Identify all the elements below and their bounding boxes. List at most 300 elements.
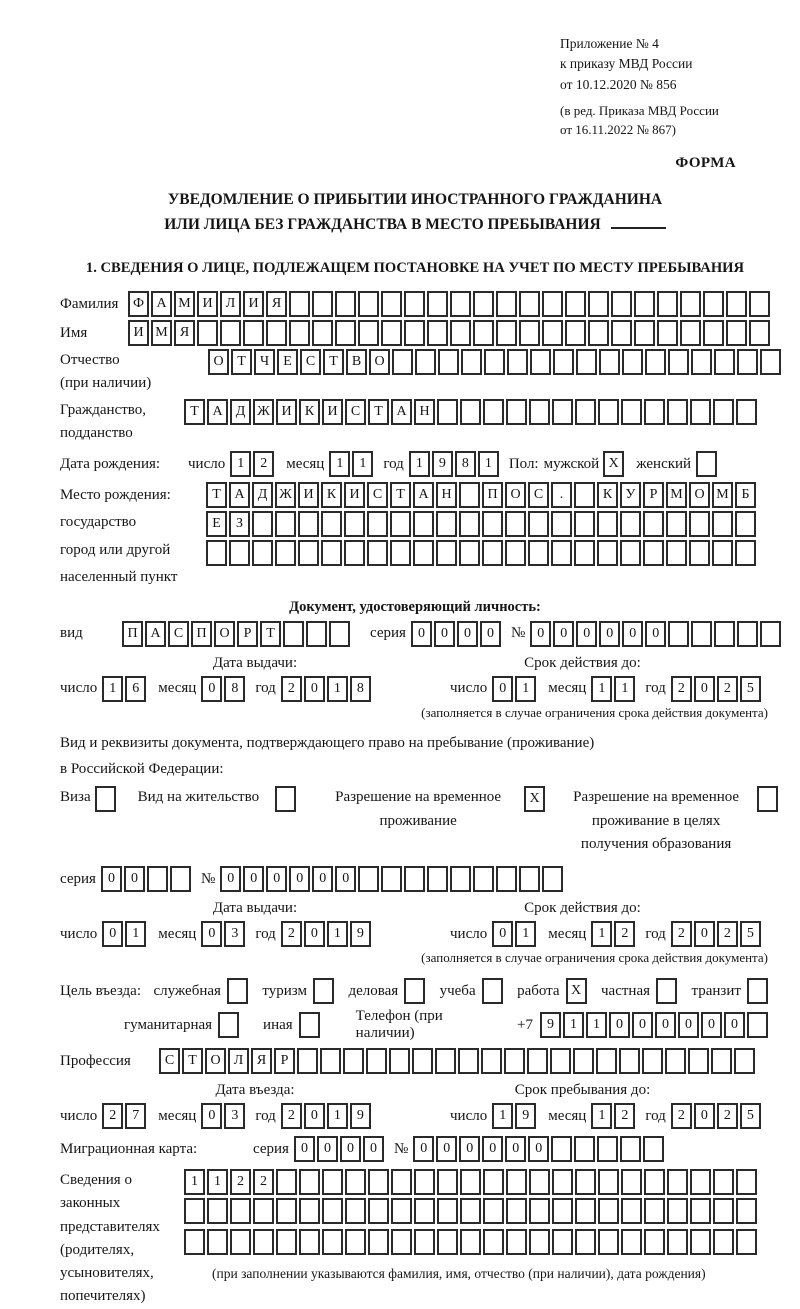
char-box[interactable]: М — [174, 291, 195, 317]
purpose-private-checkbox[interactable] — [656, 978, 679, 1004]
purpose-official-checkbox[interactable] — [227, 978, 250, 1004]
char-box[interactable] — [297, 1048, 318, 1074]
char-box[interactable] — [381, 866, 402, 892]
char-box[interactable] — [573, 1048, 594, 1074]
char-box[interactable] — [504, 1048, 525, 1074]
char-box[interactable]: 0 — [599, 621, 620, 647]
char-box[interactable]: X — [566, 978, 587, 1004]
char-box[interactable] — [276, 1229, 297, 1255]
char-box[interactable] — [599, 349, 620, 375]
char-box[interactable] — [358, 866, 379, 892]
residence-issue-year-input[interactable] — [281, 921, 373, 947]
char-box[interactable] — [588, 291, 609, 317]
char-box[interactable]: 0 — [553, 621, 574, 647]
char-box[interactable]: 0 — [655, 1012, 676, 1038]
identity-issue-day-input[interactable] — [102, 676, 148, 702]
char-box[interactable]: 1 — [184, 1169, 205, 1195]
char-box[interactable]: 9 — [350, 921, 371, 947]
char-box[interactable]: Т — [390, 482, 411, 508]
representatives-row1-input[interactable] — [184, 1169, 759, 1195]
char-box[interactable] — [368, 1198, 389, 1224]
char-box[interactable]: И — [322, 399, 343, 425]
char-box[interactable] — [575, 399, 596, 425]
char-box[interactable] — [726, 320, 747, 346]
char-box[interactable]: 0 — [622, 621, 643, 647]
char-box[interactable] — [736, 1169, 757, 1195]
char-box[interactable]: 1 — [327, 1103, 348, 1129]
char-box[interactable]: 1 — [409, 451, 430, 477]
char-box[interactable] — [598, 399, 619, 425]
char-box[interactable] — [575, 1198, 596, 1224]
char-box[interactable] — [757, 786, 778, 812]
char-box[interactable] — [760, 349, 781, 375]
char-box[interactable]: Я — [251, 1048, 272, 1074]
char-box[interactable] — [749, 291, 770, 317]
char-box[interactable]: 0 — [124, 866, 145, 892]
char-box[interactable] — [227, 978, 248, 1004]
purpose-business-checkbox[interactable] — [404, 978, 427, 1004]
char-box[interactable] — [611, 320, 632, 346]
char-box[interactable] — [415, 349, 436, 375]
char-box[interactable] — [450, 320, 471, 346]
char-box[interactable]: 9 — [515, 1103, 536, 1129]
purpose-tourism-checkbox[interactable] — [313, 978, 336, 1004]
char-box[interactable] — [306, 621, 327, 647]
char-box[interactable]: Т — [260, 621, 281, 647]
char-box[interactable] — [551, 1136, 572, 1162]
char-box[interactable]: М — [666, 482, 687, 508]
char-box[interactable]: Р — [643, 482, 664, 508]
char-box[interactable] — [668, 621, 689, 647]
char-box[interactable]: 0 — [724, 1012, 745, 1038]
char-box[interactable] — [643, 540, 664, 566]
char-box[interactable] — [711, 1048, 732, 1074]
char-box[interactable]: Л — [228, 1048, 249, 1074]
residence-number-input[interactable] — [220, 866, 565, 892]
char-box[interactable] — [634, 291, 655, 317]
char-box[interactable] — [312, 320, 333, 346]
char-box[interactable] — [667, 1169, 688, 1195]
char-box[interactable]: 0 — [528, 1136, 549, 1162]
char-box[interactable]: Д — [230, 399, 251, 425]
char-box[interactable] — [321, 540, 342, 566]
char-box[interactable]: 7 — [125, 1103, 146, 1129]
char-box[interactable]: 0 — [645, 621, 666, 647]
char-box[interactable]: 0 — [201, 676, 222, 702]
birth-place-row1-input[interactable] — [206, 482, 758, 508]
char-box[interactable] — [368, 1169, 389, 1195]
char-box[interactable] — [483, 1169, 504, 1195]
char-box[interactable] — [505, 511, 526, 537]
char-box[interactable] — [713, 1198, 734, 1224]
char-box[interactable]: 1 — [125, 921, 146, 947]
char-box[interactable] — [598, 1229, 619, 1255]
char-box[interactable] — [665, 1048, 686, 1074]
char-box[interactable] — [414, 1169, 435, 1195]
char-box[interactable] — [574, 482, 595, 508]
char-box[interactable] — [542, 866, 563, 892]
char-box[interactable] — [392, 349, 413, 375]
surname-input[interactable] — [128, 291, 772, 317]
char-box[interactable]: 9 — [540, 1012, 561, 1038]
char-box[interactable] — [667, 399, 688, 425]
char-box[interactable]: 2 — [614, 1103, 635, 1129]
char-box[interactable] — [552, 1198, 573, 1224]
char-box[interactable]: Е — [206, 511, 227, 537]
char-box[interactable] — [483, 1229, 504, 1255]
char-box[interactable]: 1 — [329, 451, 350, 477]
char-box[interactable]: 1 — [327, 921, 348, 947]
char-box[interactable] — [413, 540, 434, 566]
char-box[interactable] — [550, 1048, 571, 1074]
char-box[interactable]: 1 — [102, 676, 123, 702]
char-box[interactable] — [299, 1229, 320, 1255]
char-box[interactable]: У — [620, 482, 641, 508]
char-box[interactable]: О — [689, 482, 710, 508]
char-box[interactable] — [496, 866, 517, 892]
char-box[interactable] — [644, 1198, 665, 1224]
char-box[interactable]: П — [191, 621, 212, 647]
char-box[interactable]: И — [276, 399, 297, 425]
char-box[interactable] — [404, 291, 425, 317]
char-box[interactable] — [197, 320, 218, 346]
char-box[interactable] — [460, 1229, 481, 1255]
char-box[interactable] — [252, 540, 273, 566]
char-box[interactable]: 2 — [281, 1103, 302, 1129]
birth-year-input[interactable] — [409, 451, 501, 477]
char-box[interactable]: Ж — [275, 482, 296, 508]
char-box[interactable]: 2 — [102, 1103, 123, 1129]
char-box[interactable] — [437, 1229, 458, 1255]
char-box[interactable]: 1 — [230, 451, 251, 477]
char-box[interactable]: И — [344, 482, 365, 508]
char-box[interactable] — [275, 540, 296, 566]
char-box[interactable] — [450, 291, 471, 317]
char-box[interactable]: 1 — [515, 676, 536, 702]
char-box[interactable]: 3 — [224, 1103, 245, 1129]
char-box[interactable] — [275, 786, 296, 812]
char-box[interactable] — [690, 1229, 711, 1255]
char-box[interactable] — [404, 320, 425, 346]
char-box[interactable] — [735, 540, 756, 566]
char-box[interactable] — [482, 511, 503, 537]
char-box[interactable]: 0 — [312, 866, 333, 892]
char-box[interactable] — [703, 320, 724, 346]
char-box[interactable] — [389, 1048, 410, 1074]
char-box[interactable]: Ж — [253, 399, 274, 425]
char-box[interactable] — [519, 291, 540, 317]
char-box[interactable]: 2 — [230, 1169, 251, 1195]
char-box[interactable]: 0 — [317, 1136, 338, 1162]
char-box[interactable] — [299, 1012, 320, 1038]
char-box[interactable] — [528, 540, 549, 566]
char-box[interactable] — [381, 291, 402, 317]
char-box[interactable] — [345, 1198, 366, 1224]
purpose-humanitarian-checkbox[interactable] — [218, 1012, 241, 1038]
char-box[interactable] — [366, 1048, 387, 1074]
char-box[interactable]: 5 — [740, 921, 761, 947]
char-box[interactable] — [552, 1169, 573, 1195]
temp-residence-education-checkbox[interactable] — [757, 786, 780, 812]
residence-validity-month-input[interactable] — [591, 921, 637, 947]
char-box[interactable]: 0 — [304, 921, 325, 947]
char-box[interactable]: И — [128, 320, 149, 346]
char-box[interactable]: 0 — [694, 921, 715, 947]
char-box[interactable]: Ф — [128, 291, 149, 317]
char-box[interactable]: 2 — [614, 921, 635, 947]
char-box[interactable] — [413, 511, 434, 537]
char-box[interactable] — [690, 1198, 711, 1224]
char-box[interactable] — [320, 1048, 341, 1074]
char-box[interactable]: 0 — [340, 1136, 361, 1162]
char-box[interactable] — [690, 1169, 711, 1195]
char-box[interactable] — [657, 320, 678, 346]
char-box[interactable]: К — [299, 399, 320, 425]
birth-place-row3-input[interactable] — [206, 540, 758, 566]
char-box[interactable]: 1 — [586, 1012, 607, 1038]
char-box[interactable]: 0 — [678, 1012, 699, 1038]
char-box[interactable]: 0 — [363, 1136, 384, 1162]
char-box[interactable]: 0 — [694, 676, 715, 702]
char-box[interactable] — [714, 621, 735, 647]
char-box[interactable] — [696, 451, 717, 477]
char-box[interactable] — [427, 291, 448, 317]
char-box[interactable]: 5 — [740, 1103, 761, 1129]
char-box[interactable] — [622, 349, 643, 375]
char-box[interactable] — [358, 320, 379, 346]
char-box[interactable] — [335, 320, 356, 346]
char-box[interactable]: Ч — [254, 349, 275, 375]
char-box[interactable]: 0 — [413, 1136, 434, 1162]
representatives-row2-input[interactable] — [184, 1198, 759, 1224]
char-box[interactable] — [414, 1229, 435, 1255]
char-box[interactable] — [667, 1198, 688, 1224]
char-box[interactable]: М — [151, 320, 172, 346]
char-box[interactable] — [666, 540, 687, 566]
char-box[interactable]: С — [345, 399, 366, 425]
char-box[interactable] — [243, 320, 264, 346]
char-box[interactable]: З — [229, 511, 250, 537]
char-box[interactable]: 5 — [740, 676, 761, 702]
char-box[interactable] — [644, 1229, 665, 1255]
char-box[interactable] — [712, 540, 733, 566]
char-box[interactable] — [713, 1169, 734, 1195]
char-box[interactable]: 0 — [492, 676, 513, 702]
char-box[interactable] — [312, 291, 333, 317]
char-box[interactable] — [575, 1169, 596, 1195]
char-box[interactable] — [656, 978, 677, 1004]
char-box[interactable]: 0 — [220, 866, 241, 892]
char-box[interactable] — [713, 399, 734, 425]
char-box[interactable] — [147, 866, 168, 892]
char-box[interactable] — [404, 978, 425, 1004]
char-box[interactable]: Я — [266, 291, 287, 317]
char-box[interactable]: X — [603, 451, 624, 477]
stay-year-input[interactable] — [671, 1103, 763, 1129]
given-name-input[interactable] — [128, 320, 772, 346]
char-box[interactable] — [390, 540, 411, 566]
char-box[interactable]: 1 — [591, 921, 612, 947]
char-box[interactable]: Е — [277, 349, 298, 375]
char-box[interactable] — [542, 320, 563, 346]
char-box[interactable]: 0 — [294, 1136, 315, 1162]
char-box[interactable]: А — [391, 399, 412, 425]
purpose-study-checkbox[interactable] — [482, 978, 505, 1004]
patronymic-input[interactable] — [208, 349, 783, 375]
char-box[interactable] — [736, 1229, 757, 1255]
char-box[interactable] — [253, 1198, 274, 1224]
char-box[interactable] — [529, 1229, 550, 1255]
char-box[interactable] — [691, 349, 712, 375]
char-box[interactable] — [713, 1229, 734, 1255]
char-box[interactable] — [207, 1229, 228, 1255]
char-box[interactable] — [519, 866, 540, 892]
char-box[interactable] — [437, 1169, 458, 1195]
char-box[interactable] — [184, 1198, 205, 1224]
char-box[interactable] — [680, 291, 701, 317]
char-box[interactable] — [689, 540, 710, 566]
birth-month-input[interactable] — [329, 451, 375, 477]
char-box[interactable] — [621, 1169, 642, 1195]
char-box[interactable] — [657, 291, 678, 317]
char-box[interactable] — [749, 320, 770, 346]
char-box[interactable] — [634, 320, 655, 346]
char-box[interactable]: 1 — [591, 676, 612, 702]
char-box[interactable] — [253, 1229, 274, 1255]
entry-day-input[interactable] — [102, 1103, 148, 1129]
char-box[interactable]: 0 — [576, 621, 597, 647]
char-box[interactable] — [597, 540, 618, 566]
char-box[interactable] — [551, 511, 572, 537]
char-box[interactable] — [506, 399, 527, 425]
char-box[interactable] — [461, 349, 482, 375]
char-box[interactable] — [688, 1048, 709, 1074]
char-box[interactable]: Т — [231, 349, 252, 375]
char-box[interactable] — [322, 1198, 343, 1224]
char-box[interactable] — [620, 540, 641, 566]
char-box[interactable] — [313, 978, 334, 1004]
char-box[interactable] — [276, 1198, 297, 1224]
char-box[interactable]: 0 — [530, 621, 551, 647]
char-box[interactable] — [496, 320, 517, 346]
char-box[interactable]: 9 — [350, 1103, 371, 1129]
identity-validity-month-input[interactable] — [591, 676, 637, 702]
char-box[interactable] — [621, 1229, 642, 1255]
char-box[interactable] — [690, 399, 711, 425]
temp-residence-checkbox[interactable] — [524, 786, 547, 812]
char-box[interactable] — [588, 320, 609, 346]
char-box[interactable] — [481, 1048, 502, 1074]
char-box[interactable]: О — [505, 482, 526, 508]
char-box[interactable] — [335, 291, 356, 317]
char-box[interactable] — [553, 349, 574, 375]
char-box[interactable] — [597, 1136, 618, 1162]
char-box[interactable]: И — [243, 291, 264, 317]
char-box[interactable] — [598, 1169, 619, 1195]
char-box[interactable] — [714, 349, 735, 375]
char-box[interactable]: 1 — [478, 451, 499, 477]
char-box[interactable]: 2 — [671, 676, 692, 702]
char-box[interactable]: О — [214, 621, 235, 647]
char-box[interactable]: 0 — [101, 866, 122, 892]
char-box[interactable]: 0 — [632, 1012, 653, 1038]
char-box[interactable] — [734, 1048, 755, 1074]
profession-input[interactable] — [159, 1048, 757, 1074]
char-box[interactable] — [390, 511, 411, 537]
char-box[interactable] — [368, 1229, 389, 1255]
char-box[interactable] — [667, 1229, 688, 1255]
char-box[interactable]: 0 — [411, 621, 432, 647]
char-box[interactable]: 0 — [482, 1136, 503, 1162]
char-box[interactable] — [644, 1169, 665, 1195]
char-box[interactable]: 3 — [224, 921, 245, 947]
char-box[interactable]: 1 — [327, 676, 348, 702]
char-box[interactable] — [220, 320, 241, 346]
char-box[interactable] — [506, 1169, 527, 1195]
char-box[interactable] — [666, 511, 687, 537]
char-box[interactable]: 8 — [350, 676, 371, 702]
char-box[interactable]: 2 — [253, 451, 274, 477]
char-box[interactable] — [574, 511, 595, 537]
char-box[interactable] — [289, 291, 310, 317]
char-box[interactable] — [597, 511, 618, 537]
char-box[interactable] — [506, 1229, 527, 1255]
char-box[interactable]: А — [151, 291, 172, 317]
char-box[interactable] — [344, 511, 365, 537]
char-box[interactable] — [391, 1169, 412, 1195]
char-box[interactable] — [252, 511, 273, 537]
char-box[interactable]: 1 — [492, 1103, 513, 1129]
identity-validity-year-input[interactable] — [671, 676, 763, 702]
char-box[interactable]: И — [197, 291, 218, 317]
doc-series-input[interactable] — [411, 621, 503, 647]
char-box[interactable] — [703, 291, 724, 317]
identity-issue-year-input[interactable] — [281, 676, 373, 702]
char-box[interactable] — [712, 511, 733, 537]
char-box[interactable] — [95, 786, 116, 812]
char-box[interactable]: 2 — [281, 921, 302, 947]
char-box[interactable] — [450, 866, 471, 892]
citizenship-input[interactable] — [184, 399, 759, 425]
char-box[interactable]: 9 — [432, 451, 453, 477]
char-box[interactable]: А — [145, 621, 166, 647]
char-box[interactable] — [565, 291, 586, 317]
char-box[interactable] — [619, 1048, 640, 1074]
char-box[interactable] — [427, 866, 448, 892]
char-box[interactable] — [437, 399, 458, 425]
char-box[interactable] — [207, 1198, 228, 1224]
char-box[interactable]: К — [597, 482, 618, 508]
phone-input[interactable] — [540, 1012, 770, 1038]
char-box[interactable] — [184, 1229, 205, 1255]
stay-day-input[interactable] — [492, 1103, 538, 1129]
birth-day-input[interactable] — [230, 451, 276, 477]
char-box[interactable]: И — [298, 482, 319, 508]
char-box[interactable]: Т — [184, 399, 205, 425]
residence-validity-year-input[interactable] — [671, 921, 763, 947]
char-box[interactable]: С — [528, 482, 549, 508]
char-box[interactable]: Т — [182, 1048, 203, 1074]
char-box[interactable] — [507, 349, 528, 375]
char-box[interactable] — [620, 1136, 641, 1162]
char-box[interactable] — [552, 1229, 573, 1255]
char-box[interactable]: 2 — [253, 1169, 274, 1195]
char-box[interactable] — [206, 540, 227, 566]
char-box[interactable] — [391, 1229, 412, 1255]
char-box[interactable]: Р — [237, 621, 258, 647]
identity-issue-month-input[interactable] — [201, 676, 247, 702]
char-box[interactable] — [506, 1198, 527, 1224]
